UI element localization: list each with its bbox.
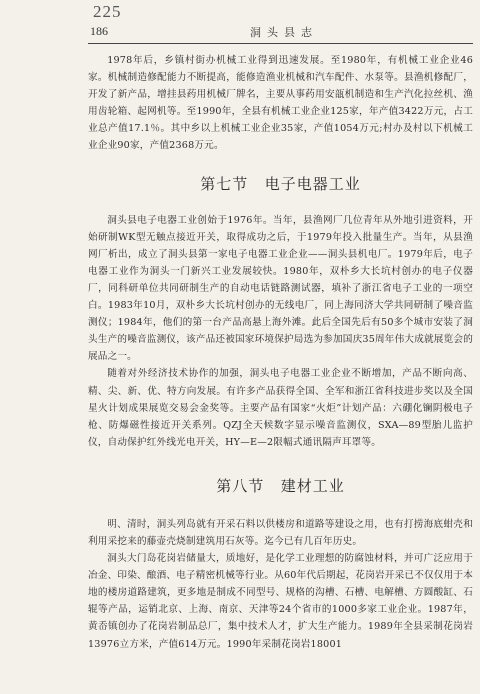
section-title: 建材工业 bbox=[280, 476, 345, 495]
intro-paragraph: 1978年后，乡镇村街办机械工业得到迅速发展。至1980年，有机械工业企业46家。机械制造修配能力不断提高，能修造渔业机械和汽车配件、水泵等。县渔机修配厂，开发了新产品，增挂县药用机械厂牌名，主要从事药用安瓿机制造和生产汽化拉丝机、渔用齿轮箱、起网机等。至1990年，全县有机械工业企业125家，年产值3422万元，占工业总产值17.1％。其中乡以上机械工业企业35家，产值1054万元;村办及村以下机械工业企业90家，产值2368万元。 bbox=[88, 55, 473, 152]
section-number: 第八节 bbox=[216, 476, 265, 495]
section8-paragraph: 洞头大门岛花岗岩储量大，质地好，是化学工业理想的防腐蚀材料，并可广泛应用于冶金、印染、酿酒、电子精密机械等行业。从60年代后期起，花岗岩开采已不仅仅用于本地的楼房道路建筑，更多地是制成不同型号、规格的沟槽、石槽、电解槽、方圆酸缸、石辊等产品，运销北京、上海、南京、天津等24个省市的1000多家工业企业。1987年，黄岙镇创办了花岗岩制品总厂，集中技术人才，扩大生产能力。1989年全县采制花岗岩13976立方米，产值614万元。1990年采制花岗岩18001 bbox=[88, 553, 473, 650]
section-heading-8 bbox=[88, 475, 473, 496]
page-body bbox=[88, 52, 473, 653]
section7-paragraph: 随着对外经济技术协作的加强，洞头电子电器工业企业不断增加，产品不断向高、精、尖、新、优、特方向发展。有许多产品获得全国、全军和浙江省科技进步奖以及全国星火计划成果展览交易会金奖等。主要产品有国家“火炬”计划产品：六硼化镧阴极电子枪、防爆磁性接近开关系列。QZJ全天候数字显示噪音监测仪，SXA—89型胎儿监护仪，自动保护红外线光电开关，HY—E—2限幅式通讯隔声耳罩等。 bbox=[88, 368, 473, 448]
page-header bbox=[88, 22, 473, 44]
book-title: 洞头县志 bbox=[250, 26, 318, 39]
section8-paragraph: 明、清时，洞头列岛就有开采石料以供楼房和道路等建设之用，也有打捞海底蚶壳和利用采挖来的藤壶壳烧制建筑用石灰等。迄今已有几百年历史。 bbox=[88, 518, 473, 547]
page-number: 186 bbox=[90, 24, 108, 38]
handwritten-page-number: 225 bbox=[93, 2, 122, 21]
section-heading-7 bbox=[88, 173, 473, 194]
section7-paragraph: 洞头县电子电器工业创始于1976年。当年，县渔网厂几位青年从外地引进资料，开始研制WK型无触点接近开关，取得成功之后，于1979年投入批量生产。当年，从县渔网厂析出，成立了洞头县第一家电子电器工业企业——洞头县机电厂。1979年后，电子电器工业作为洞头一门新兴工业发展较快。1980年，双朴乡大长坑村创办的电子仪器厂，同科研单位共同研制生产的自动电话链路测试器，填补了浙江省电子工业的一项空白。1983年10月，双朴乡大长坑村创办的无线电厂，同上海同济大学共同研制了噪音监测仪；1984年，他们的第一台产品高悬上海外滩。此后全国先后有50多个城市安装了洞头生产的噪音监测仪，该产品还被国家环境保护局选为参加国庆35周年伟大成就展览会的展品之一。 bbox=[88, 214, 473, 363]
section-number: 第七节 bbox=[200, 174, 249, 193]
header-divider bbox=[88, 43, 473, 44]
section-title: 电子电器工业 bbox=[264, 174, 361, 193]
